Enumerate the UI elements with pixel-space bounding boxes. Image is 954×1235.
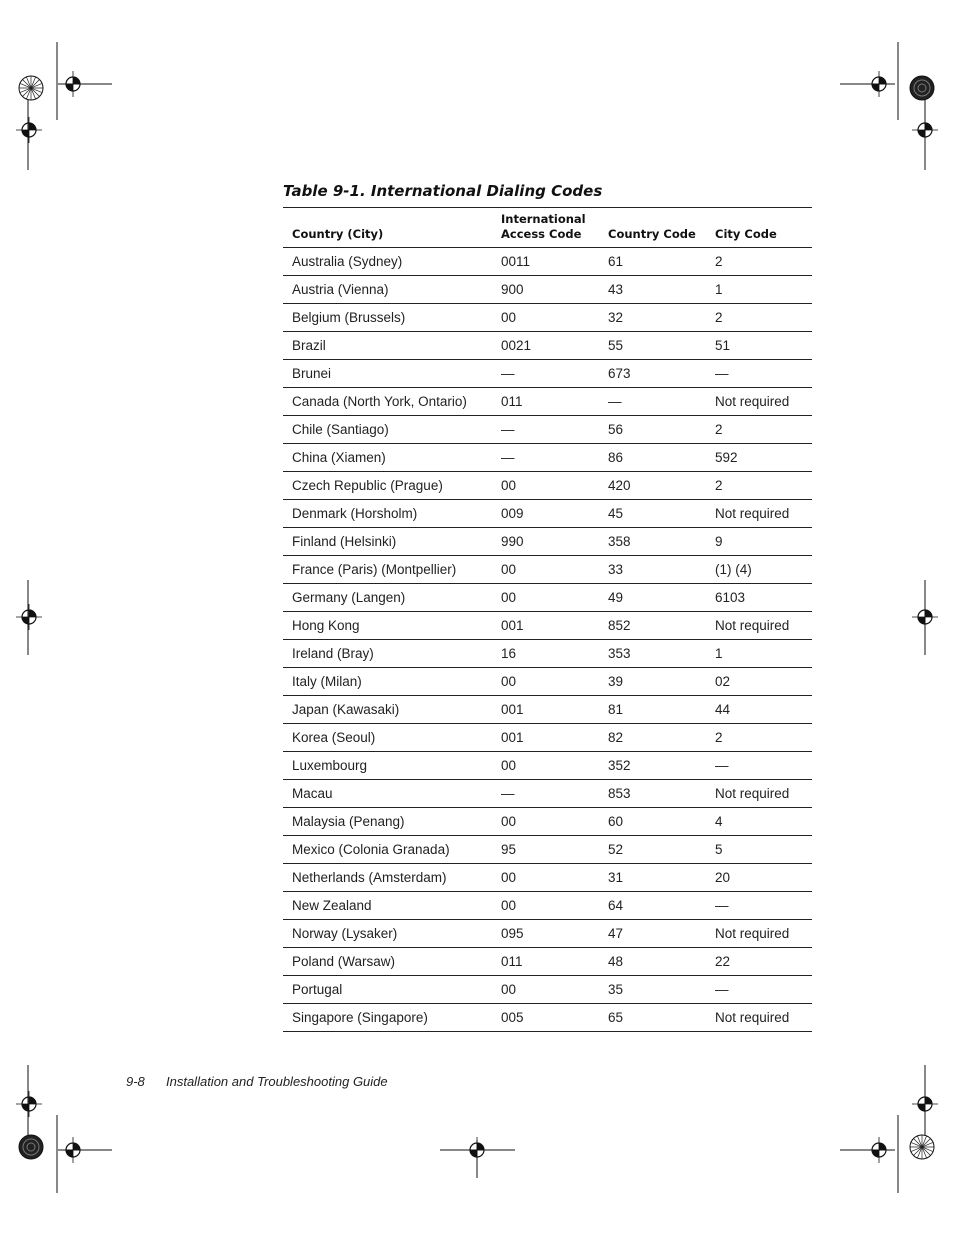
cell-access-code: 00	[492, 472, 599, 500]
cell-city-code: 5	[706, 836, 812, 864]
cell-country: Germany (Langen)	[283, 584, 492, 612]
cell-access-code: 095	[492, 920, 599, 948]
table-row	[283, 780, 812, 808]
dialing-codes-table	[283, 207, 812, 1032]
cell-city-code: 9	[706, 528, 812, 556]
cell-country-code: 352	[599, 752, 706, 780]
cell-country-code: 358	[599, 528, 706, 556]
cell-access-code: 990	[492, 528, 599, 556]
cell-city-code: —	[706, 752, 812, 780]
table-row	[283, 584, 812, 612]
table-row	[283, 920, 812, 948]
cell-city-code: Not required	[706, 1004, 812, 1032]
cell-country-code: 852	[599, 612, 706, 640]
cell-access-code: —	[492, 444, 599, 472]
table-row	[283, 976, 812, 1004]
cell-country: Brazil	[283, 332, 492, 360]
cell-country-code: 48	[599, 948, 706, 976]
cell-country-code: 86	[599, 444, 706, 472]
cell-access-code: 0021	[492, 332, 599, 360]
table-row	[283, 612, 812, 640]
cell-country-code: 32	[599, 304, 706, 332]
cell-country: Italy (Milan)	[283, 668, 492, 696]
table-header	[283, 208, 812, 248]
cell-city-code: 2	[706, 472, 812, 500]
table-row	[283, 668, 812, 696]
table-row	[283, 864, 812, 892]
cell-country: Mexico (Colonia Granada)	[283, 836, 492, 864]
cell-country: France (Paris) (Montpellier)	[283, 556, 492, 584]
cell-access-code: 16	[492, 640, 599, 668]
cell-access-code: 00	[492, 892, 599, 920]
cell-country-code: 61	[599, 248, 706, 276]
cell-city-code: 1	[706, 640, 812, 668]
cell-access-code: 00	[492, 556, 599, 584]
cell-country-code: 60	[599, 808, 706, 836]
cell-country-code: 82	[599, 724, 706, 752]
cell-country: Singapore (Singapore)	[283, 1004, 492, 1032]
cell-access-code: 00	[492, 752, 599, 780]
column-header-access-code: International Access Code	[492, 208, 599, 248]
cell-country: Austria (Vienna)	[283, 276, 492, 304]
cell-country: Poland (Warsaw)	[283, 948, 492, 976]
table	[283, 207, 812, 1032]
cell-city-code: 6103	[706, 584, 812, 612]
cell-city-code: Not required	[706, 500, 812, 528]
cell-country-code: 55	[599, 332, 706, 360]
cell-country: Denmark (Horsholm)	[283, 500, 492, 528]
cell-access-code: 005	[492, 1004, 599, 1032]
table-row	[283, 808, 812, 836]
table-row	[283, 528, 812, 556]
table-body	[283, 248, 812, 1032]
table-row	[283, 696, 812, 724]
cell-city-code: 2	[706, 416, 812, 444]
cell-country-code: 45	[599, 500, 706, 528]
table-title: Table 9-1. International Dialing Codes	[283, 182, 603, 200]
table-row	[283, 752, 812, 780]
cell-access-code: 009	[492, 500, 599, 528]
cell-country-code: 49	[599, 584, 706, 612]
cell-city-code: Not required	[706, 388, 812, 416]
cell-country: Norway (Lysaker)	[283, 920, 492, 948]
cell-access-code: —	[492, 360, 599, 388]
cell-city-code: 2	[706, 248, 812, 276]
cell-city-code: 1	[706, 276, 812, 304]
cell-city-code: —	[706, 976, 812, 1004]
cell-country-code: 65	[599, 1004, 706, 1032]
cell-access-code: 00	[492, 976, 599, 1004]
page-number: 9-8	[126, 1074, 145, 1089]
cell-country: Czech Republic (Prague)	[283, 472, 492, 500]
cell-country: Netherlands (Amsterdam)	[283, 864, 492, 892]
cell-country: Luxembourg	[283, 752, 492, 780]
cell-city-code: —	[706, 360, 812, 388]
cell-country-code: 81	[599, 696, 706, 724]
cell-access-code: 00	[492, 668, 599, 696]
cell-country: Macau	[283, 780, 492, 808]
table-row	[283, 416, 812, 444]
cell-access-code: 900	[492, 276, 599, 304]
cell-country-code: 35	[599, 976, 706, 1004]
cell-country: Ireland (Bray)	[283, 640, 492, 668]
cell-country-code: 47	[599, 920, 706, 948]
cell-access-code: —	[492, 780, 599, 808]
cell-city-code: (1) (4)	[706, 556, 812, 584]
cell-country-code: 52	[599, 836, 706, 864]
cell-country-code: 64	[599, 892, 706, 920]
cell-country-code: 39	[599, 668, 706, 696]
cell-country-code: 33	[599, 556, 706, 584]
cell-country-code: 673	[599, 360, 706, 388]
cell-access-code: 00	[492, 584, 599, 612]
table-row	[283, 276, 812, 304]
cell-city-code: 20	[706, 864, 812, 892]
table-row	[283, 472, 812, 500]
cell-country-code: —	[599, 388, 706, 416]
cell-country: Korea (Seoul)	[283, 724, 492, 752]
table-row	[283, 444, 812, 472]
table-row	[283, 248, 812, 276]
cell-country: Chile (Santiago)	[283, 416, 492, 444]
table-row	[283, 332, 812, 360]
cell-access-code: 001	[492, 612, 599, 640]
cell-city-code: 44	[706, 696, 812, 724]
cell-country: China (Xiamen)	[283, 444, 492, 472]
cell-country: New Zealand	[283, 892, 492, 920]
guide-title: Installation and Troubleshooting Guide	[166, 1074, 388, 1089]
cell-country: Malaysia (Penang)	[283, 808, 492, 836]
table-row	[283, 304, 812, 332]
cell-access-code: 001	[492, 696, 599, 724]
page-footer	[126, 1074, 388, 1089]
cell-country-code: 420	[599, 472, 706, 500]
table-row	[283, 1004, 812, 1032]
cell-country: Brunei	[283, 360, 492, 388]
cell-city-code: 22	[706, 948, 812, 976]
cell-country-code: 353	[599, 640, 706, 668]
table-row	[283, 388, 812, 416]
cell-country-code: 853	[599, 780, 706, 808]
cell-country: Portugal	[283, 976, 492, 1004]
cell-country-code: 56	[599, 416, 706, 444]
cell-access-code: 00	[492, 864, 599, 892]
table-row	[283, 640, 812, 668]
cell-access-code: 0011	[492, 248, 599, 276]
cell-country: Australia (Sydney)	[283, 248, 492, 276]
cell-city-code: —	[706, 892, 812, 920]
table-row	[283, 836, 812, 864]
cell-city-code: 51	[706, 332, 812, 360]
cell-country: Finland (Helsinki)	[283, 528, 492, 556]
table-row	[283, 360, 812, 388]
cell-city-code: 2	[706, 304, 812, 332]
table-row	[283, 556, 812, 584]
table-row	[283, 500, 812, 528]
table-row	[283, 948, 812, 976]
cell-country-code: 31	[599, 864, 706, 892]
cell-country: Japan (Kawasaki)	[283, 696, 492, 724]
cell-access-code: 001	[492, 724, 599, 752]
cell-city-code: Not required	[706, 920, 812, 948]
cell-country-code: 43	[599, 276, 706, 304]
column-header-country: Country (City)	[283, 208, 492, 248]
cell-country: Belgium (Brussels)	[283, 304, 492, 332]
cell-access-code: 00	[492, 808, 599, 836]
cell-city-code: Not required	[706, 780, 812, 808]
cell-city-code: 4	[706, 808, 812, 836]
cell-city-code: Not required	[706, 612, 812, 640]
header-row	[283, 208, 812, 248]
cell-city-code: 592	[706, 444, 812, 472]
table-row	[283, 892, 812, 920]
cell-access-code: 011	[492, 388, 599, 416]
cell-access-code: 011	[492, 948, 599, 976]
cell-city-code: 2	[706, 724, 812, 752]
cell-access-code: 95	[492, 836, 599, 864]
cell-access-code: 00	[492, 304, 599, 332]
column-header-city-code: City Code	[706, 208, 812, 248]
cell-access-code: —	[492, 416, 599, 444]
cell-city-code: 02	[706, 668, 812, 696]
cell-country: Canada (North York, Ontario)	[283, 388, 492, 416]
table-row	[283, 724, 812, 752]
column-header-country-code: Country Code	[599, 208, 706, 248]
cell-country: Hong Kong	[283, 612, 492, 640]
